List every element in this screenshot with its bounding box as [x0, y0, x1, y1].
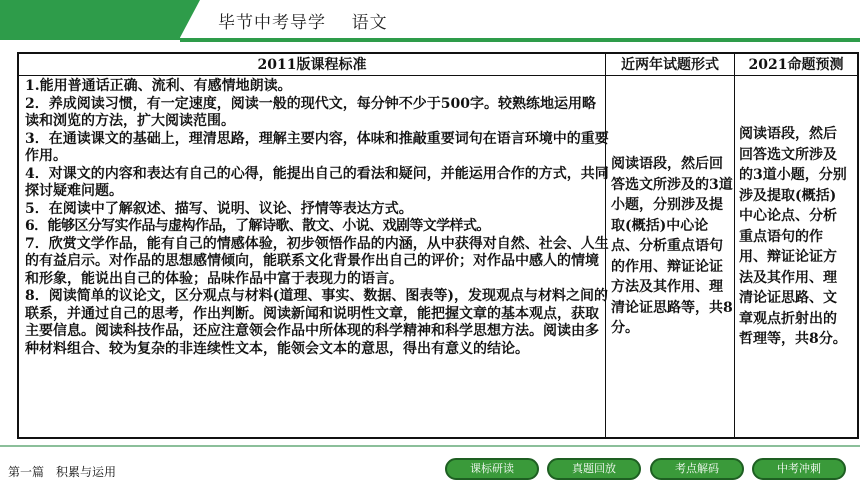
nav-button-sprint[interactable]: 中考冲刺: [752, 458, 846, 480]
standard-item: 6．能够区分写实作品与虚构作品，了解诗歌、散文、小说、戏剧等文学样式。: [25, 218, 490, 234]
standard-item: 8．阅读简单的议论文，区分观点与材料(道理、事实、数据、图表等)，发现观点与材料之间的联系，并通过自己的思考，作出判断。阅读新闻和说明性文章，能把握文章的基本观点，获取主要信息。阅读科技作品，还应注意领会作品中所体现的科学精神和科学思想方法。阅读由多种材料组合、较为复杂的非连续性文本，能领会文本的意思，得出有意义的结论。: [25, 288, 608, 357]
standard-item: 3．在通读课文的基础上，理清思路，理解主要内容，体味和推敲重要词句在语言环境中的重要作用。: [25, 130, 609, 164]
standard-item: 4．对课文的内容和表达有自己的心得，能提出自己的看法和疑问，并能运用合作的方式，共同探讨疑难问题。: [25, 165, 609, 199]
header-underline: [180, 38, 860, 42]
section-label: 第一篇 积累与运用: [8, 465, 117, 479]
standards-cell: [25, 78, 609, 358]
curriculum-table: [17, 52, 859, 439]
standard-item: 5．在阅读中了解叙述、描写、说明、议论、抒情等表达方式。: [25, 200, 413, 217]
prediction-cell: 阅读语段，然后回答选文所涉及的3道小题，分别涉及提取(概括)中心论点、分析重点语句的作用、辩证论证方法及其作用、理清论证思路、文章观点折射出的哲理等，共8分。: [739, 126, 847, 347]
column-header-recent-form: 近两年试题形式: [621, 57, 719, 73]
column-header-standard: 2011版课程标准: [257, 57, 367, 73]
standard-item: 2．养成阅读习惯，有一定速度，阅读一般的现代文，每分钟不少于500字。较熟练地运用略读和浏览的方法，扩大阅读范围。: [25, 95, 596, 129]
nav-button-curriculum[interactable]: 课标研读: [445, 458, 539, 480]
recent-form-cell: 阅读语段，然后回答选文所涉及的3道小题，分别涉及提取(概括)中心论点、分析重点语句的作用、辩证论证方法及其作用、理清论证思路等，共8分。: [611, 156, 733, 336]
page-title: 毕节中考导学 语文: [218, 13, 388, 33]
standard-item: 1.能用普通话正确、流利、有感情地朗读。: [25, 78, 292, 94]
standard-item: 7．欣赏文学作品，能有自己的情感体验，初步领悟作品的内涵，从中获得对自然、社会、人生的有益启示。对作品的思想感情倾向，能联系文化背景作出自己的评价；对作品中感人的情境和形象，能说出自己的体验；品味作品中富于表现力的语言。: [25, 235, 609, 287]
header: [0, 0, 860, 46]
nav-button-past-exams[interactable]: 真题回放: [547, 458, 641, 480]
nav-button-key-points[interactable]: 考点解码: [650, 458, 744, 480]
footer-divider: [0, 445, 860, 447]
column-header-prediction: 2021命题预测: [748, 57, 844, 73]
